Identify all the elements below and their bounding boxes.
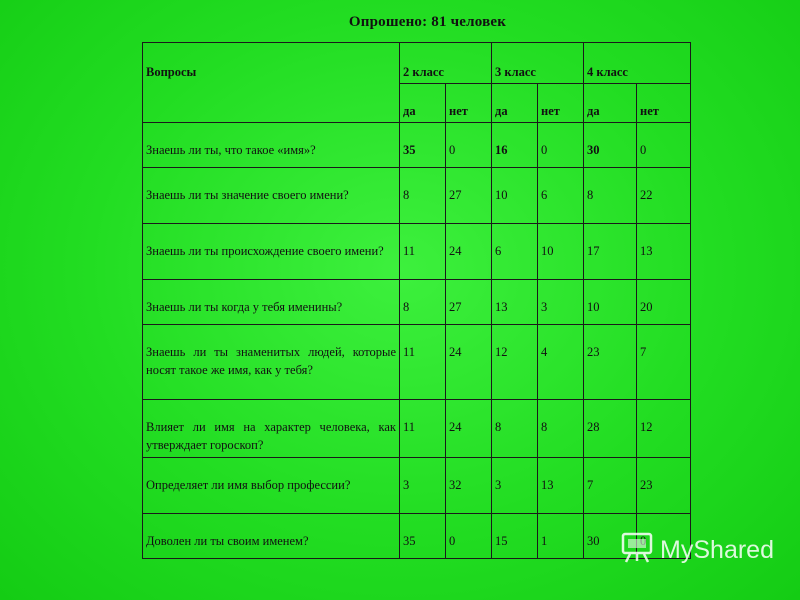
value-cell: 6 bbox=[538, 168, 584, 224]
value-cell: 13 bbox=[637, 224, 691, 280]
value-cell: 15 bbox=[492, 513, 538, 558]
value-cell: 11 bbox=[400, 224, 446, 280]
value-cell: 3 bbox=[400, 457, 446, 513]
value-cell: 27 bbox=[446, 168, 492, 224]
subheader-no: нет bbox=[538, 84, 584, 123]
value-cell: 7 bbox=[637, 325, 691, 400]
value-cell: 32 bbox=[446, 457, 492, 513]
value-cell: 35 bbox=[400, 513, 446, 558]
value-cell: 12 bbox=[637, 400, 691, 457]
table-row bbox=[143, 280, 691, 325]
value-cell: 13 bbox=[492, 280, 538, 325]
question-cell: Знаешь ли ты, что такое «имя»? bbox=[143, 123, 400, 168]
value-cell: 1 bbox=[538, 513, 584, 558]
value-cell: 30 bbox=[584, 513, 637, 558]
table-row bbox=[143, 513, 691, 558]
table-row bbox=[143, 325, 691, 400]
value-cell: 28 bbox=[584, 400, 637, 457]
class-2-header: 2 класс bbox=[400, 43, 492, 84]
table-row bbox=[143, 168, 691, 224]
question-cell: Знаешь ли ты знаменитых людей, которые носят такое же имя, как у тебя? bbox=[143, 325, 400, 400]
value-cell: 0 bbox=[446, 513, 492, 558]
value-cell: 10 bbox=[584, 280, 637, 325]
myshared-watermark bbox=[620, 530, 774, 571]
value-cell: 8 bbox=[584, 168, 637, 224]
value-cell: 3 bbox=[538, 280, 584, 325]
value-cell: 4 bbox=[538, 325, 584, 400]
class-4-header: 4 класс bbox=[584, 43, 691, 84]
value-cell: 10 bbox=[492, 168, 538, 224]
value-cell: 8 bbox=[400, 280, 446, 325]
subheader-yes: да bbox=[584, 84, 637, 123]
questions-header: Вопросы bbox=[143, 43, 400, 123]
value-cell: 0 bbox=[538, 123, 584, 168]
value-cell: 0 bbox=[637, 123, 691, 168]
value-cell: 8 bbox=[538, 400, 584, 457]
value-cell: 7 bbox=[584, 457, 637, 513]
question-cell: Знаешь ли ты происхождение своего имени? bbox=[143, 224, 400, 280]
value-cell: 22 bbox=[637, 168, 691, 224]
presentation-board-icon bbox=[620, 530, 654, 571]
subheader-yes: да bbox=[400, 84, 446, 123]
watermark-text: MyShared bbox=[660, 536, 774, 564]
value-cell: 8 bbox=[400, 168, 446, 224]
value-cell: 10 bbox=[538, 224, 584, 280]
subheader-yes: да bbox=[492, 84, 538, 123]
value-cell: 16 bbox=[492, 123, 538, 168]
value-cell: 24 bbox=[446, 224, 492, 280]
value-cell: 17 bbox=[584, 224, 637, 280]
subheader-no: нет bbox=[446, 84, 492, 123]
value-cell: 11 bbox=[400, 325, 446, 400]
page-title: Опрошено: 81 человек bbox=[348, 14, 507, 30]
value-cell: 12 bbox=[492, 325, 538, 400]
value-cell: 3 bbox=[492, 457, 538, 513]
value-cell: 13 bbox=[538, 457, 584, 513]
value-cell: 23 bbox=[637, 457, 691, 513]
value-cell: 35 bbox=[400, 123, 446, 168]
value-cell: 24 bbox=[446, 400, 492, 457]
value-cell: 20 bbox=[637, 280, 691, 325]
subheader-no: нет bbox=[637, 84, 691, 123]
table-row bbox=[143, 224, 691, 280]
question-cell: Влияет ли имя на характер человека, как утверждает гороскоп? bbox=[143, 400, 400, 457]
table-row bbox=[143, 123, 691, 168]
value-cell: 27 bbox=[446, 280, 492, 325]
value-cell: 11 bbox=[400, 400, 446, 457]
table-row bbox=[143, 457, 691, 513]
value-cell: 6 bbox=[492, 224, 538, 280]
value-cell: 24 bbox=[446, 325, 492, 400]
table-row bbox=[143, 400, 691, 457]
question-cell: Определяет ли имя выбор профессии? bbox=[143, 457, 400, 513]
question-cell: Доволен ли ты своим именем? bbox=[143, 513, 400, 558]
value-cell: 0 bbox=[446, 123, 492, 168]
question-cell: Знаешь ли ты значение своего имени? bbox=[143, 168, 400, 224]
value-cell: 23 bbox=[584, 325, 637, 400]
question-cell: Знаешь ли ты когда у тебя именины? bbox=[143, 280, 400, 325]
class-3-header: 3 класс bbox=[492, 43, 584, 84]
survey-table bbox=[142, 42, 691, 559]
value-cell: 30 bbox=[584, 123, 637, 168]
value-cell: 8 bbox=[492, 400, 538, 457]
